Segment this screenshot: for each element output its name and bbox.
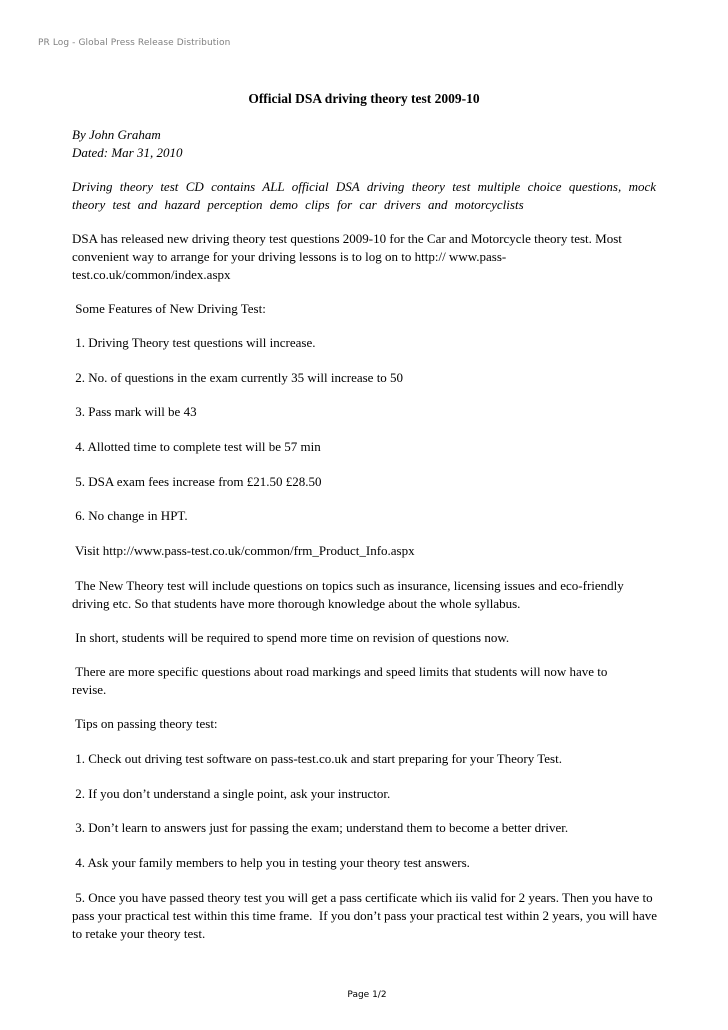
press-release-header: PR Log - Global Press Release Distribution bbox=[38, 38, 231, 48]
article-title: Official DSA driving theory test 2009-10 bbox=[248, 91, 480, 106]
paragraph-intro bbox=[72, 230, 656, 284]
paragraph-revision: In short, students will be required to spend more time on revision of questions now. bbox=[72, 630, 510, 645]
article-summary: Driving theory test CD contains ALL official DSA driving theory test multiple choice questions, mock theory test and hazard perception demo clips for car drivers and motorcyclists bbox=[72, 179, 656, 212]
paragraph-road-markings: There are more specific questions about road markings and speed limits that students will now have to revise. bbox=[72, 664, 611, 697]
paragraph-feature-1: 1. Driving Theory test questions will increase. bbox=[72, 335, 316, 350]
paragraph-feature-3: 3. Pass mark will be 43 bbox=[72, 404, 197, 419]
paragraph-tip-4: 4. Ask your family members to help you in testing your theory test answers. bbox=[72, 855, 470, 870]
paragraph-new-theory-test: The New Theory test will include questions on topics such as insurance, licensing issues and eco-friendly driving etc. So that students have more thorough knowledge about the whole syllabus. bbox=[72, 578, 628, 611]
paragraph-tip-2: 2. If you don’t understand a single point, ask your instructor. bbox=[72, 786, 391, 801]
paragraph-feature-5: 5. DSA exam fees increase from £21.50 £28.50 bbox=[72, 474, 322, 489]
paragraph-feature-4: 4. Allotted time to complete test will be 57 min bbox=[72, 439, 321, 454]
paragraph-tips-heading: Tips on passing theory test: bbox=[72, 716, 218, 731]
page-footer bbox=[0, 990, 728, 1000]
paragraph-feature-2: 2. No. of questions in the exam currently 35 will increase to 50 bbox=[72, 370, 404, 385]
author-name: By John Graham bbox=[72, 127, 161, 142]
paragraph-tip-5: 5. Once you have passed theory test you will get a pass certificate which iis valid for 2 years. Then you have to pass your practical test within this time frame. If you don’t pass your practical test within 2 years, you will have to retake your theory test. bbox=[72, 890, 661, 941]
author-byline bbox=[72, 126, 656, 162]
paragraph-tip-1: 1. Check out driving test software on pass-test.co.uk and start preparing for your Theory Test. bbox=[72, 751, 562, 766]
paragraph-feature-6: 6. No change in HPT. bbox=[72, 508, 188, 523]
paragraph-features-heading: Some Features of New Driving Test: bbox=[72, 301, 266, 316]
publish-date: Dated: Mar 31, 2010 bbox=[72, 145, 183, 160]
paragraph-tip-3: 3. Don’t learn to answers just for passing the exam; understand them to become a better driver. bbox=[72, 820, 569, 835]
page-number: Page 1/2 bbox=[347, 990, 387, 1000]
paragraph-intro-text: DSA has released new driving theory test questions 2009-10 for the Car and Motorcycle theory test. Most convenient way to arrange for your driving lessons is to log on to http:// www.pass-test.co.uk/common/index.aspx bbox=[72, 231, 622, 282]
paragraph-visit-link: Visit http://www.pass-test.co.uk/common/frm_Product_Info.aspx bbox=[72, 543, 415, 558]
